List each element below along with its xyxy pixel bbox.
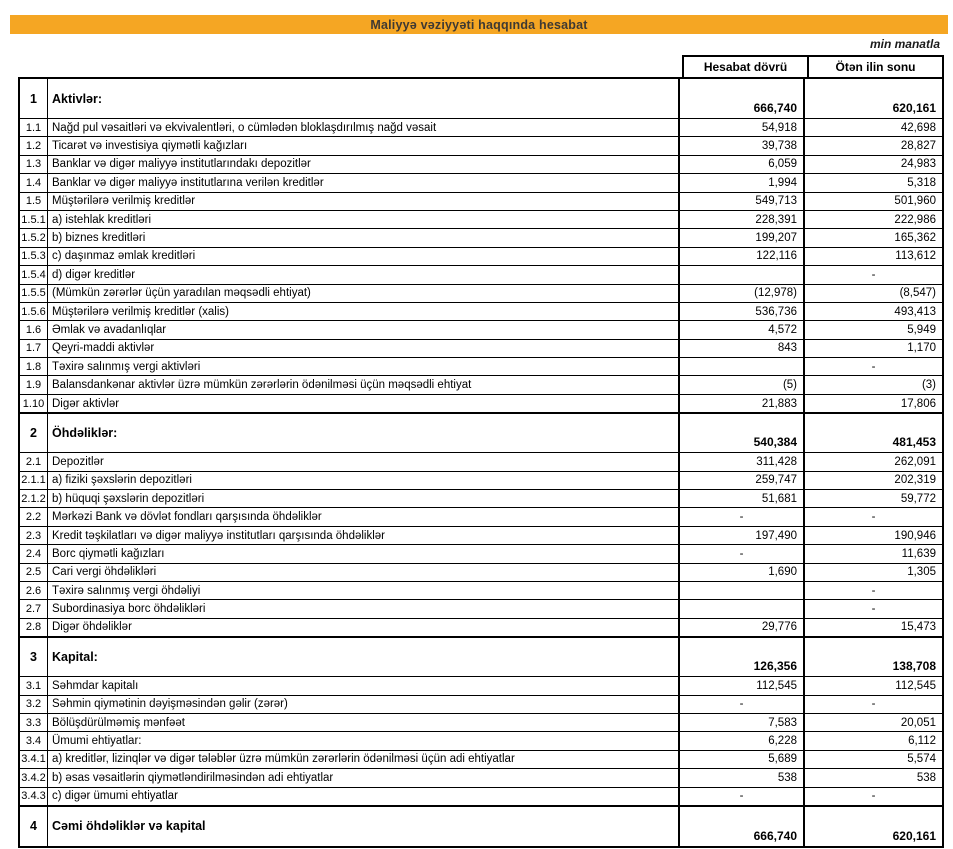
table-row (20, 340, 942, 358)
row-number: 1.7 (20, 340, 48, 357)
table-row (20, 677, 942, 695)
section-row (20, 806, 942, 846)
row-label: d) digər kreditlər (48, 266, 680, 283)
row-label: a) istehlak kreditləri (48, 211, 680, 228)
cell-current-period: 228,391 (680, 211, 805, 228)
row-number: 1.10 (20, 395, 48, 412)
row-number: 2.3 (20, 527, 48, 544)
row-number: 1.5.1 (20, 211, 48, 228)
cell-current-period (680, 582, 805, 599)
cell-previous-period: 5,949 (907, 323, 936, 336)
table-row (20, 582, 942, 600)
cell-previous-period: 28,827 (900, 140, 936, 153)
row-number: 3.4 (20, 732, 48, 749)
row-number: 3.1 (20, 677, 48, 694)
cell-current-period: 536,736 (680, 303, 805, 320)
cell-previous-period: 190,946 (894, 529, 936, 542)
row-label: Cəmi öhdəliklər və kapital (48, 807, 680, 846)
table-row (20, 714, 942, 732)
table-row (20, 395, 942, 413)
cell-current-period: 6,059 (680, 156, 805, 173)
cell-previous-period: 24,983 (900, 158, 936, 171)
cell-previous-period: 222,986 (894, 213, 936, 226)
row-number: 2 (20, 414, 48, 452)
row-number: 1.5.3 (20, 248, 48, 265)
table-row (20, 564, 942, 582)
column-header-previous-period: Ötən ilin sonu (807, 55, 944, 77)
cell-previous-period: 112,545 (895, 679, 936, 692)
row-label: Subordinasiya borc öhdəlikləri (48, 600, 680, 617)
cell-previous-period: 538 (916, 771, 936, 784)
row-number: 1.8 (20, 358, 48, 375)
row-number: 3 (20, 638, 48, 676)
table-row (20, 600, 942, 618)
cell-current-period: (12,978) (680, 285, 805, 302)
cell-previous-period: 165,362 (894, 232, 936, 245)
table-row (20, 137, 942, 155)
row-label: Səhmin qiymətinin dəyişməsindən gəlir (zərər) (48, 696, 680, 713)
cell-current-period: 1,994 (680, 174, 805, 191)
cell-current-period: 666,740 (680, 807, 805, 846)
row-number: 2.1.2 (20, 490, 48, 507)
cell-previous-period: 17,806 (900, 397, 936, 410)
cell-current-period: - (680, 508, 805, 525)
row-number: 3.4.2 (20, 769, 48, 786)
row-number: 3.2 (20, 696, 48, 713)
row-label: Banklar və digər maliyyə institutlarına verilən kreditlər (48, 174, 680, 191)
cell-previous-period: (8,547) (899, 287, 936, 300)
row-label: Kapital: (48, 638, 680, 676)
row-number: 2.4 (20, 545, 48, 562)
row-label: Balansdankənar aktivlər üzrə mümkün zərərlərin ödənilməsi üçün məqsədli ehtiyat (48, 376, 680, 393)
cell-previous-period: 15,473 (900, 621, 936, 634)
table-row (20, 285, 942, 303)
table-row (20, 248, 942, 266)
cell-current-period: 21,883 (680, 395, 805, 412)
row-label: (Mümkün zərərlər üçün yaradılan məqsədli ehtiyat) (48, 285, 680, 302)
cell-current-period: 549,713 (680, 193, 805, 210)
cell-current-period (680, 266, 805, 283)
row-number: 1.5.5 (20, 285, 48, 302)
cell-current-period: 6,228 (680, 732, 805, 749)
cell-current-period: 197,490 (680, 527, 805, 544)
cell-current-period: 126,356 (680, 638, 805, 676)
cell-current-period: - (680, 696, 805, 713)
section-row (20, 79, 942, 119)
cell-previous-period: 501,960 (894, 195, 936, 208)
row-label: Digər öhdəliklər (48, 619, 680, 636)
row-label: Kredit təşkilatları və digər maliyyə institutları qarşısında öhdəliklər (48, 527, 680, 544)
cell-current-period: 7,583 (680, 714, 805, 731)
row-label: Əmlak və avadanlıqlar (48, 321, 680, 338)
table-row (20, 303, 942, 321)
row-label: a) kreditlər, lizinqlər və digər tələblər üzrə mümkün zərərlərin ödənilməsi üçün adi ehtiyatlar (48, 751, 680, 768)
row-label: b) biznes kreditləri (48, 229, 680, 246)
cell-current-period (680, 358, 805, 375)
row-number: 1.2 (20, 137, 48, 154)
table-row (20, 376, 942, 394)
table-row (20, 732, 942, 750)
row-label: Qeyri-maddi aktivlər (48, 340, 680, 357)
table-row (20, 453, 942, 471)
cell-previous-period: - (871, 360, 876, 373)
row-label: Müştərilərə verilmiş kreditlər (48, 193, 680, 210)
cell-current-period: - (680, 545, 805, 562)
row-label: b) hüquqi şəxslərin depozitləri (48, 490, 680, 507)
table-row (20, 358, 942, 376)
cell-current-period: 540,384 (680, 414, 805, 452)
row-number: 1.1 (20, 119, 48, 136)
row-label: Depozitlər (48, 453, 680, 470)
cell-previous-period: 138,708 (892, 659, 936, 674)
table-row (20, 619, 942, 637)
cell-previous-period: 6,112 (908, 735, 936, 748)
cell-previous-period: 481,453 (892, 435, 936, 450)
cell-previous-period: - (871, 511, 876, 524)
report-title: Maliyyə vəziyyəti haqqında hesabat (370, 17, 588, 32)
cell-current-period: 4,572 (680, 321, 805, 338)
row-label: Müştərilərə verilmiş kreditlər (xalis) (48, 303, 680, 320)
cell-current-period: 29,776 (680, 619, 805, 636)
cell-current-period (680, 600, 805, 617)
cell-current-period: 1,690 (680, 564, 805, 581)
cell-previous-period: 202,319 (894, 474, 936, 487)
cell-previous-period: 113,612 (895, 250, 936, 263)
row-number: 1.5 (20, 193, 48, 210)
row-number: 1.5.2 (20, 229, 48, 246)
row-number: 1.5.4 (20, 266, 48, 283)
cell-previous-period: 620,161 (892, 828, 936, 843)
table-row (20, 508, 942, 526)
table-row (20, 472, 942, 490)
cell-previous-period: - (871, 268, 876, 281)
table-row (20, 545, 942, 563)
cell-current-period: 199,207 (680, 229, 805, 246)
cell-current-period: 311,428 (680, 453, 805, 470)
row-label: Mərkəzi Bank və dövlət fondları qarşısında öhdəliklər (48, 508, 680, 525)
row-label: Bölüşdürülməmiş mənfəət (48, 714, 680, 731)
cell-current-period: 51,681 (680, 490, 805, 507)
row-label: Ümumi ehtiyatlar: (48, 732, 680, 749)
row-number: 2.1 (20, 453, 48, 470)
table-row (20, 193, 942, 211)
financial-statement-table (18, 77, 944, 848)
row-number: 3.4.3 (20, 788, 48, 805)
table-row (20, 321, 942, 339)
report-title-bar (10, 15, 948, 34)
row-label: Nağd pul vəsaitləri və ekvivalentləri, o cümlədən bloklaşdırılmış nağd vəsait (48, 119, 680, 136)
cell-previous-period: 1,170 (907, 342, 936, 355)
cell-previous-period: 11,639 (901, 547, 936, 560)
cell-previous-period: 5,574 (907, 753, 936, 766)
column-header-current-period: Hesabat dövrü (682, 55, 807, 77)
section-row (20, 637, 942, 677)
cell-previous-period: 59,772 (900, 492, 936, 505)
row-label: Cari vergi öhdəlikləri (48, 564, 680, 581)
unit-note: min manatla (869, 37, 940, 51)
row-label: a) fiziki şəxslərin depozitləri (48, 472, 680, 489)
table-row (20, 696, 942, 714)
row-number: 2.5 (20, 564, 48, 581)
row-number: 2.6 (20, 582, 48, 599)
row-number: 2.1.1 (20, 472, 48, 489)
row-number: 3.3 (20, 714, 48, 731)
cell-current-period: 666,740 (680, 79, 805, 118)
cell-previous-period: - (871, 584, 876, 597)
cell-current-period: 259,747 (680, 472, 805, 489)
cell-previous-period: (3) (921, 379, 936, 392)
table-row (20, 266, 942, 284)
table-row (20, 527, 942, 545)
table-row (20, 211, 942, 229)
cell-current-period: (5) (680, 376, 805, 393)
row-label: c) daşınmaz əmlak kreditləri (48, 248, 680, 265)
cell-previous-period: 20,051 (900, 716, 936, 729)
row-number: 1.5.6 (20, 303, 48, 320)
cell-current-period: 843 (680, 340, 805, 357)
cell-previous-period: 262,091 (894, 455, 936, 468)
cell-previous-period: - (871, 790, 876, 803)
row-number: 1.3 (20, 156, 48, 173)
cell-previous-period: 493,413 (894, 305, 936, 318)
row-label: Təxirə salınmış vergi öhdəliyi (48, 582, 680, 599)
row-number: 2.8 (20, 619, 48, 636)
section-row (20, 413, 942, 453)
cell-current-period: 112,545 (680, 677, 805, 694)
row-label: Öhdəliklər: (48, 414, 680, 452)
cell-current-period: 122,116 (680, 248, 805, 265)
table-row (20, 490, 942, 508)
table-row (20, 119, 942, 137)
cell-current-period: 54,918 (680, 119, 805, 136)
cell-previous-period: 620,161 (892, 101, 936, 115)
row-number: 4 (20, 807, 48, 846)
cell-current-period: 538 (680, 769, 805, 786)
row-label: Borc qiymətli kağızları (48, 545, 680, 562)
table-row (20, 174, 942, 192)
row-label: Banklar və digər maliyyə institutlarındakı depozitlər (48, 156, 680, 173)
row-label: Təxirə salınmış vergi aktivləri (48, 358, 680, 375)
cell-previous-period: 42,698 (900, 121, 936, 134)
cell-current-period: 39,738 (680, 137, 805, 154)
table-row (20, 229, 942, 247)
table-row (20, 788, 942, 806)
row-label: Səhmdar kapitalı (48, 677, 680, 694)
row-number: 1.4 (20, 174, 48, 191)
row-label: b) əsas vəsaitlərin qiymətləndirilməsindən adi ehtiyatlar (48, 769, 680, 786)
cell-previous-period: 1,305 (907, 566, 936, 579)
cell-current-period: 5,689 (680, 751, 805, 768)
row-number: 1 (20, 79, 48, 118)
row-number: 2.2 (20, 508, 48, 525)
row-label: c) digər ümumi ehtiyatlar (48, 788, 680, 805)
table-row (20, 751, 942, 769)
row-label: Ticarət və investisiya qiymətli kağızları (48, 137, 680, 154)
row-number: 2.7 (20, 600, 48, 617)
row-number: 1.6 (20, 321, 48, 338)
cell-previous-period: - (871, 603, 876, 616)
table-row (20, 769, 942, 787)
cell-current-period: - (680, 788, 805, 805)
row-number: 3.4.1 (20, 751, 48, 768)
row-number: 1.9 (20, 376, 48, 393)
table-row (20, 156, 942, 174)
row-label: Aktivlər: (48, 79, 680, 118)
column-headers (682, 55, 944, 77)
cell-previous-period: - (871, 698, 876, 711)
cell-previous-period: 5,318 (907, 176, 936, 189)
row-label: Digər aktivlər (48, 395, 680, 412)
